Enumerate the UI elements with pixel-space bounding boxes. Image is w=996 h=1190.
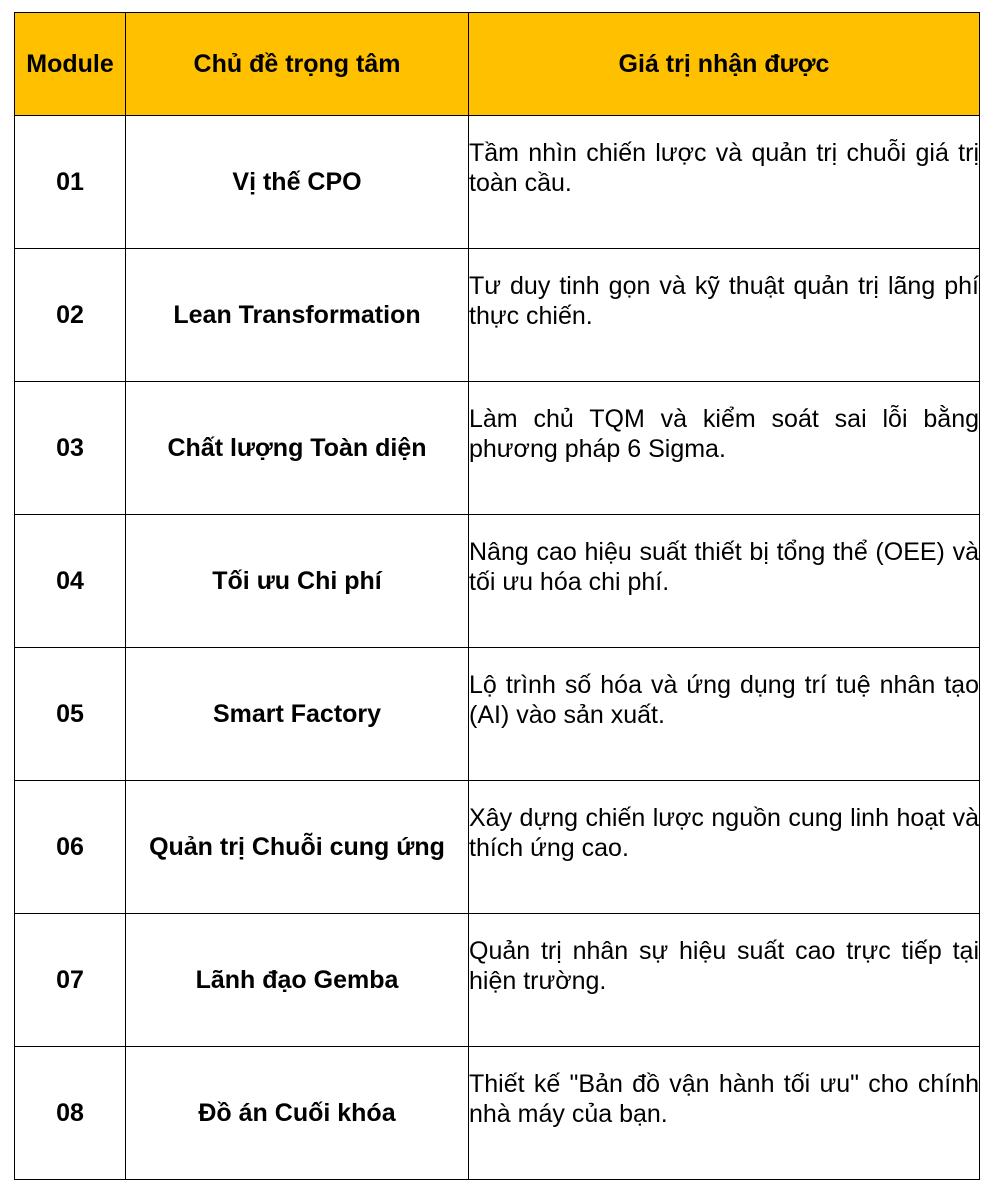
table-row [15,249,980,382]
module-topic: Smart Factory [126,648,469,781]
header-topic: Chủ đề trọng tâm [126,13,469,116]
module-number: 05 [15,648,126,781]
module-topic: Quản trị Chuỗi cung ứng [126,781,469,914]
module-value-cell [469,1047,980,1180]
module-value: Quản trị nhân sự hiệu suất cao trực tiếp tại hiện trường. [469,937,979,995]
module-value: Làm chủ TQM và kiểm soát sai lỗi bằng phương pháp 6 Sigma. [469,405,979,463]
module-value: Thiết kế "Bản đồ vận hành tối ưu" cho chính nhà máy của bạn. [469,1070,979,1128]
table-row [15,781,980,914]
module-value-cell [469,781,980,914]
module-value: Tầm nhìn chiến lược và quản trị chuỗi giá trị toàn cầu. [469,139,979,197]
table-row [15,116,980,249]
module-topic: Tối ưu Chi phí [126,515,469,648]
module-value-cell [469,648,980,781]
header-value: Giá trị nhận được [469,13,980,116]
module-number: 03 [15,382,126,515]
table-row [15,914,980,1047]
module-number: 07 [15,914,126,1047]
header-row [15,13,980,116]
module-number: 04 [15,515,126,648]
module-value: Nâng cao hiệu suất thiết bị tổng thể (OEE) và tối ưu hóa chi phí. [469,538,979,596]
module-number: 02 [15,249,126,382]
module-number: 01 [15,116,126,249]
module-value-cell [469,515,980,648]
module-value-cell [469,382,980,515]
table-body [15,116,980,1180]
module-topic: Vị thế CPO [126,116,469,249]
module-number: 08 [15,1047,126,1180]
module-topic: Lãnh đạo Gemba [126,914,469,1047]
module-value-cell [469,249,980,382]
module-topic: Đồ án Cuối khóa [126,1047,469,1180]
module-value-cell [469,116,980,249]
table-header [15,13,980,116]
module-topic: Chất lượng Toàn diện [126,382,469,515]
header-module: Module [15,13,126,116]
module-value: Tư duy tinh gọn và kỹ thuật quản trị lãng phí thực chiến. [469,272,979,330]
modules-table [14,12,980,1180]
table-row [15,515,980,648]
module-value: Xây dựng chiến lược nguồn cung linh hoạt và thích ứng cao. [469,804,979,862]
module-topic: Lean Transformation [126,249,469,382]
table-row [15,382,980,515]
table-row [15,648,980,781]
module-value-cell [469,914,980,1047]
table-row [15,1047,980,1180]
module-number: 06 [15,781,126,914]
module-value: Lộ trình số hóa và ứng dụng trí tuệ nhân tạo (AI) vào sản xuất. [469,671,979,729]
